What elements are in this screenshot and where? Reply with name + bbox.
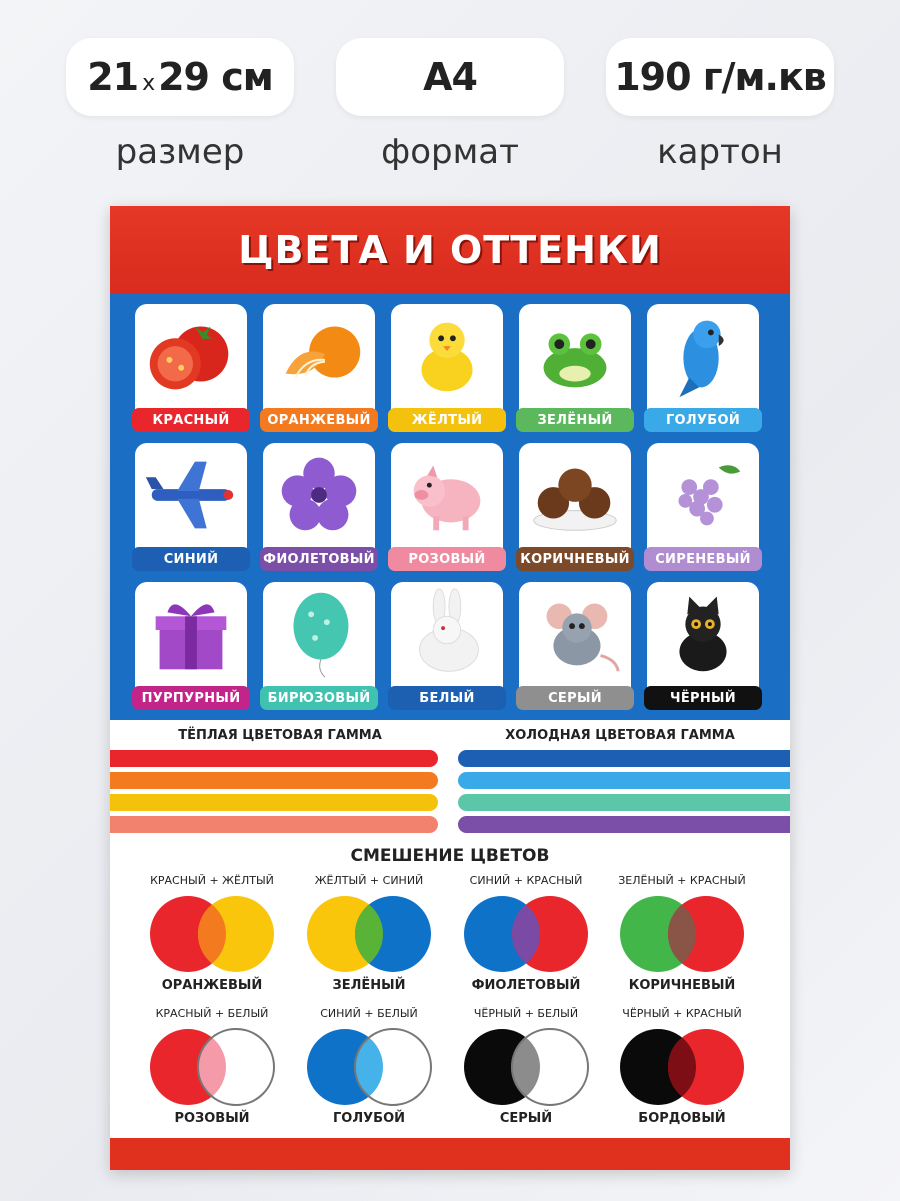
mix-result: ФИОЛЕТОВЫЙ xyxy=(471,978,581,993)
mix-item xyxy=(137,874,287,993)
chick-icon xyxy=(394,308,500,400)
color-card xyxy=(260,304,378,432)
color-card-label: СИНИЙ xyxy=(132,547,250,571)
warm-stripe xyxy=(110,794,438,811)
mix-formula: ЧЁРНЫЙ + КРАСНЫЙ xyxy=(622,1007,742,1020)
color-card xyxy=(260,443,378,571)
color-card-label: КОРИЧНЕВЫЙ xyxy=(516,547,634,571)
color-card xyxy=(516,443,634,571)
mix-formula: СИНИЙ + БЕЛЫЙ xyxy=(320,1007,418,1020)
warm-stripe xyxy=(110,772,438,789)
mix-diagram xyxy=(303,1027,435,1107)
color-card-label: ОРАНЖЕВЫЙ xyxy=(260,408,378,432)
mix-item xyxy=(294,874,444,993)
mix-result: ОРАНЖЕВЫЙ xyxy=(161,978,263,993)
mix-diagram xyxy=(303,894,435,974)
color-card xyxy=(644,304,762,432)
cold-stripe xyxy=(458,816,790,833)
color-card xyxy=(644,582,762,710)
color-card xyxy=(132,304,250,432)
spec-format-caption: формат xyxy=(381,132,519,172)
gift-box-icon xyxy=(138,586,244,678)
color-card-label: СЕРЫЙ xyxy=(516,686,634,710)
mix-item xyxy=(607,874,757,993)
color-card-label: БИРЮЗОВЫЙ xyxy=(260,686,378,710)
mix-result: КОРИЧНЕВЫЙ xyxy=(628,978,736,993)
color-card-label: ЖЁЛТЫЙ xyxy=(388,408,506,432)
spec-material-box xyxy=(606,38,834,116)
mix-diagram xyxy=(616,894,748,974)
mix-item xyxy=(451,1007,601,1126)
spec-size-box xyxy=(66,38,294,116)
color-card-label: ГОЛУБОЙ xyxy=(644,408,762,432)
mix-diagram xyxy=(146,1027,278,1107)
spec-format-value: А4 xyxy=(423,55,477,99)
color-card-label: ЧЁРНЫЙ xyxy=(644,686,762,710)
color-card-label: КРАСНЫЙ xyxy=(132,408,250,432)
mixing-title: СМЕШЕНИЕ ЦВЕТОВ xyxy=(350,846,550,866)
poster xyxy=(110,206,790,1170)
balloon-icon xyxy=(266,586,372,678)
mix-item xyxy=(451,874,601,993)
warm-stripe xyxy=(110,750,438,767)
frog-icon xyxy=(522,308,628,400)
spec-material-caption: картон xyxy=(657,132,783,172)
color-card-label: ФИОЛЕТОВЫЙ xyxy=(260,547,378,571)
mix-item xyxy=(137,1007,287,1126)
color-card-label: РОЗОВЫЙ xyxy=(388,547,506,571)
mix-formula: ЖЁЛТЫЙ + СИНИЙ xyxy=(314,874,424,887)
mix-diagram xyxy=(460,1027,592,1107)
mix-item xyxy=(294,1007,444,1126)
spec-size xyxy=(66,38,294,172)
spec-material-value: 190 г/м.кв xyxy=(614,55,826,99)
mix-result: ЗЕЛЁНЫЙ xyxy=(332,978,406,993)
cold-stripe xyxy=(458,772,790,789)
spec-format-box xyxy=(336,38,564,116)
color-card xyxy=(388,304,506,432)
mix-formula: КРАСНЫЙ + БЕЛЫЙ xyxy=(155,1007,269,1020)
piglet-icon xyxy=(394,447,500,539)
mix-formula: КРАСНЫЙ + ЖЁЛТЫЙ xyxy=(150,874,274,887)
color-card xyxy=(260,582,378,710)
poster-footer xyxy=(110,1138,790,1170)
spec-format xyxy=(336,38,564,172)
black-kitten-icon xyxy=(650,586,756,678)
color-card xyxy=(644,443,762,571)
cold-stripe xyxy=(458,750,790,767)
mix-formula: ЧЁРНЫЙ + БЕЛЫЙ xyxy=(473,1007,579,1020)
warm-stripe xyxy=(110,816,438,833)
mouse-icon xyxy=(522,586,628,678)
spec-size-value: 21 x 29 см xyxy=(87,55,273,99)
rabbit-icon xyxy=(394,586,500,678)
spec-material xyxy=(606,38,834,172)
color-card-label: БЕЛЫЙ xyxy=(388,686,506,710)
violet-flower-icon xyxy=(266,447,372,539)
mix-result: РОЗОВЫЙ xyxy=(174,1111,250,1126)
cold-stripe xyxy=(458,794,790,811)
mix-diagram xyxy=(616,1027,748,1107)
color-card xyxy=(132,443,250,571)
tangerine-icon xyxy=(266,308,372,400)
color-card-label: ЗЕЛЁНЫЙ xyxy=(516,408,634,432)
color-cards-panel xyxy=(110,294,790,720)
poster-header xyxy=(110,206,790,294)
mix-result: СЕРЫЙ xyxy=(499,1111,553,1126)
warm-gamut-title: ТЁПЛАЯ ЦВЕТОВАЯ ГАММА xyxy=(178,728,382,743)
tomato-icon xyxy=(138,308,244,400)
color-card-label: ПУРПУРНЫЙ xyxy=(132,686,250,710)
mix-formula: СИНИЙ + КРАСНЫЙ xyxy=(469,874,583,887)
parrot-icon xyxy=(650,308,756,400)
mix-result: БОРДОВЫЙ xyxy=(638,1111,726,1126)
airplane-icon xyxy=(138,447,244,539)
mix-result: ГОЛУБОЙ xyxy=(333,1111,405,1126)
lilac-icon xyxy=(650,447,756,539)
color-card xyxy=(388,582,506,710)
mix-formula: ЗЕЛЁНЫЙ + КРАСНЫЙ xyxy=(618,874,746,887)
color-card xyxy=(516,582,634,710)
color-card xyxy=(388,443,506,571)
chocolate-ice-cream-icon xyxy=(522,447,628,539)
color-card xyxy=(516,304,634,432)
poster-title: ЦВЕТА И ОТТЕНКИ xyxy=(238,228,662,272)
color-card-label: СИРЕНЕВЫЙ xyxy=(644,547,762,571)
color-card xyxy=(132,582,250,710)
mix-diagram xyxy=(146,894,278,974)
mix-diagram xyxy=(460,894,592,974)
mix-item xyxy=(607,1007,757,1126)
cold-gamut-title: ХОЛОДНАЯ ЦВЕТОВАЯ ГАММА xyxy=(505,728,735,743)
spec-size-caption: размер xyxy=(115,132,245,172)
